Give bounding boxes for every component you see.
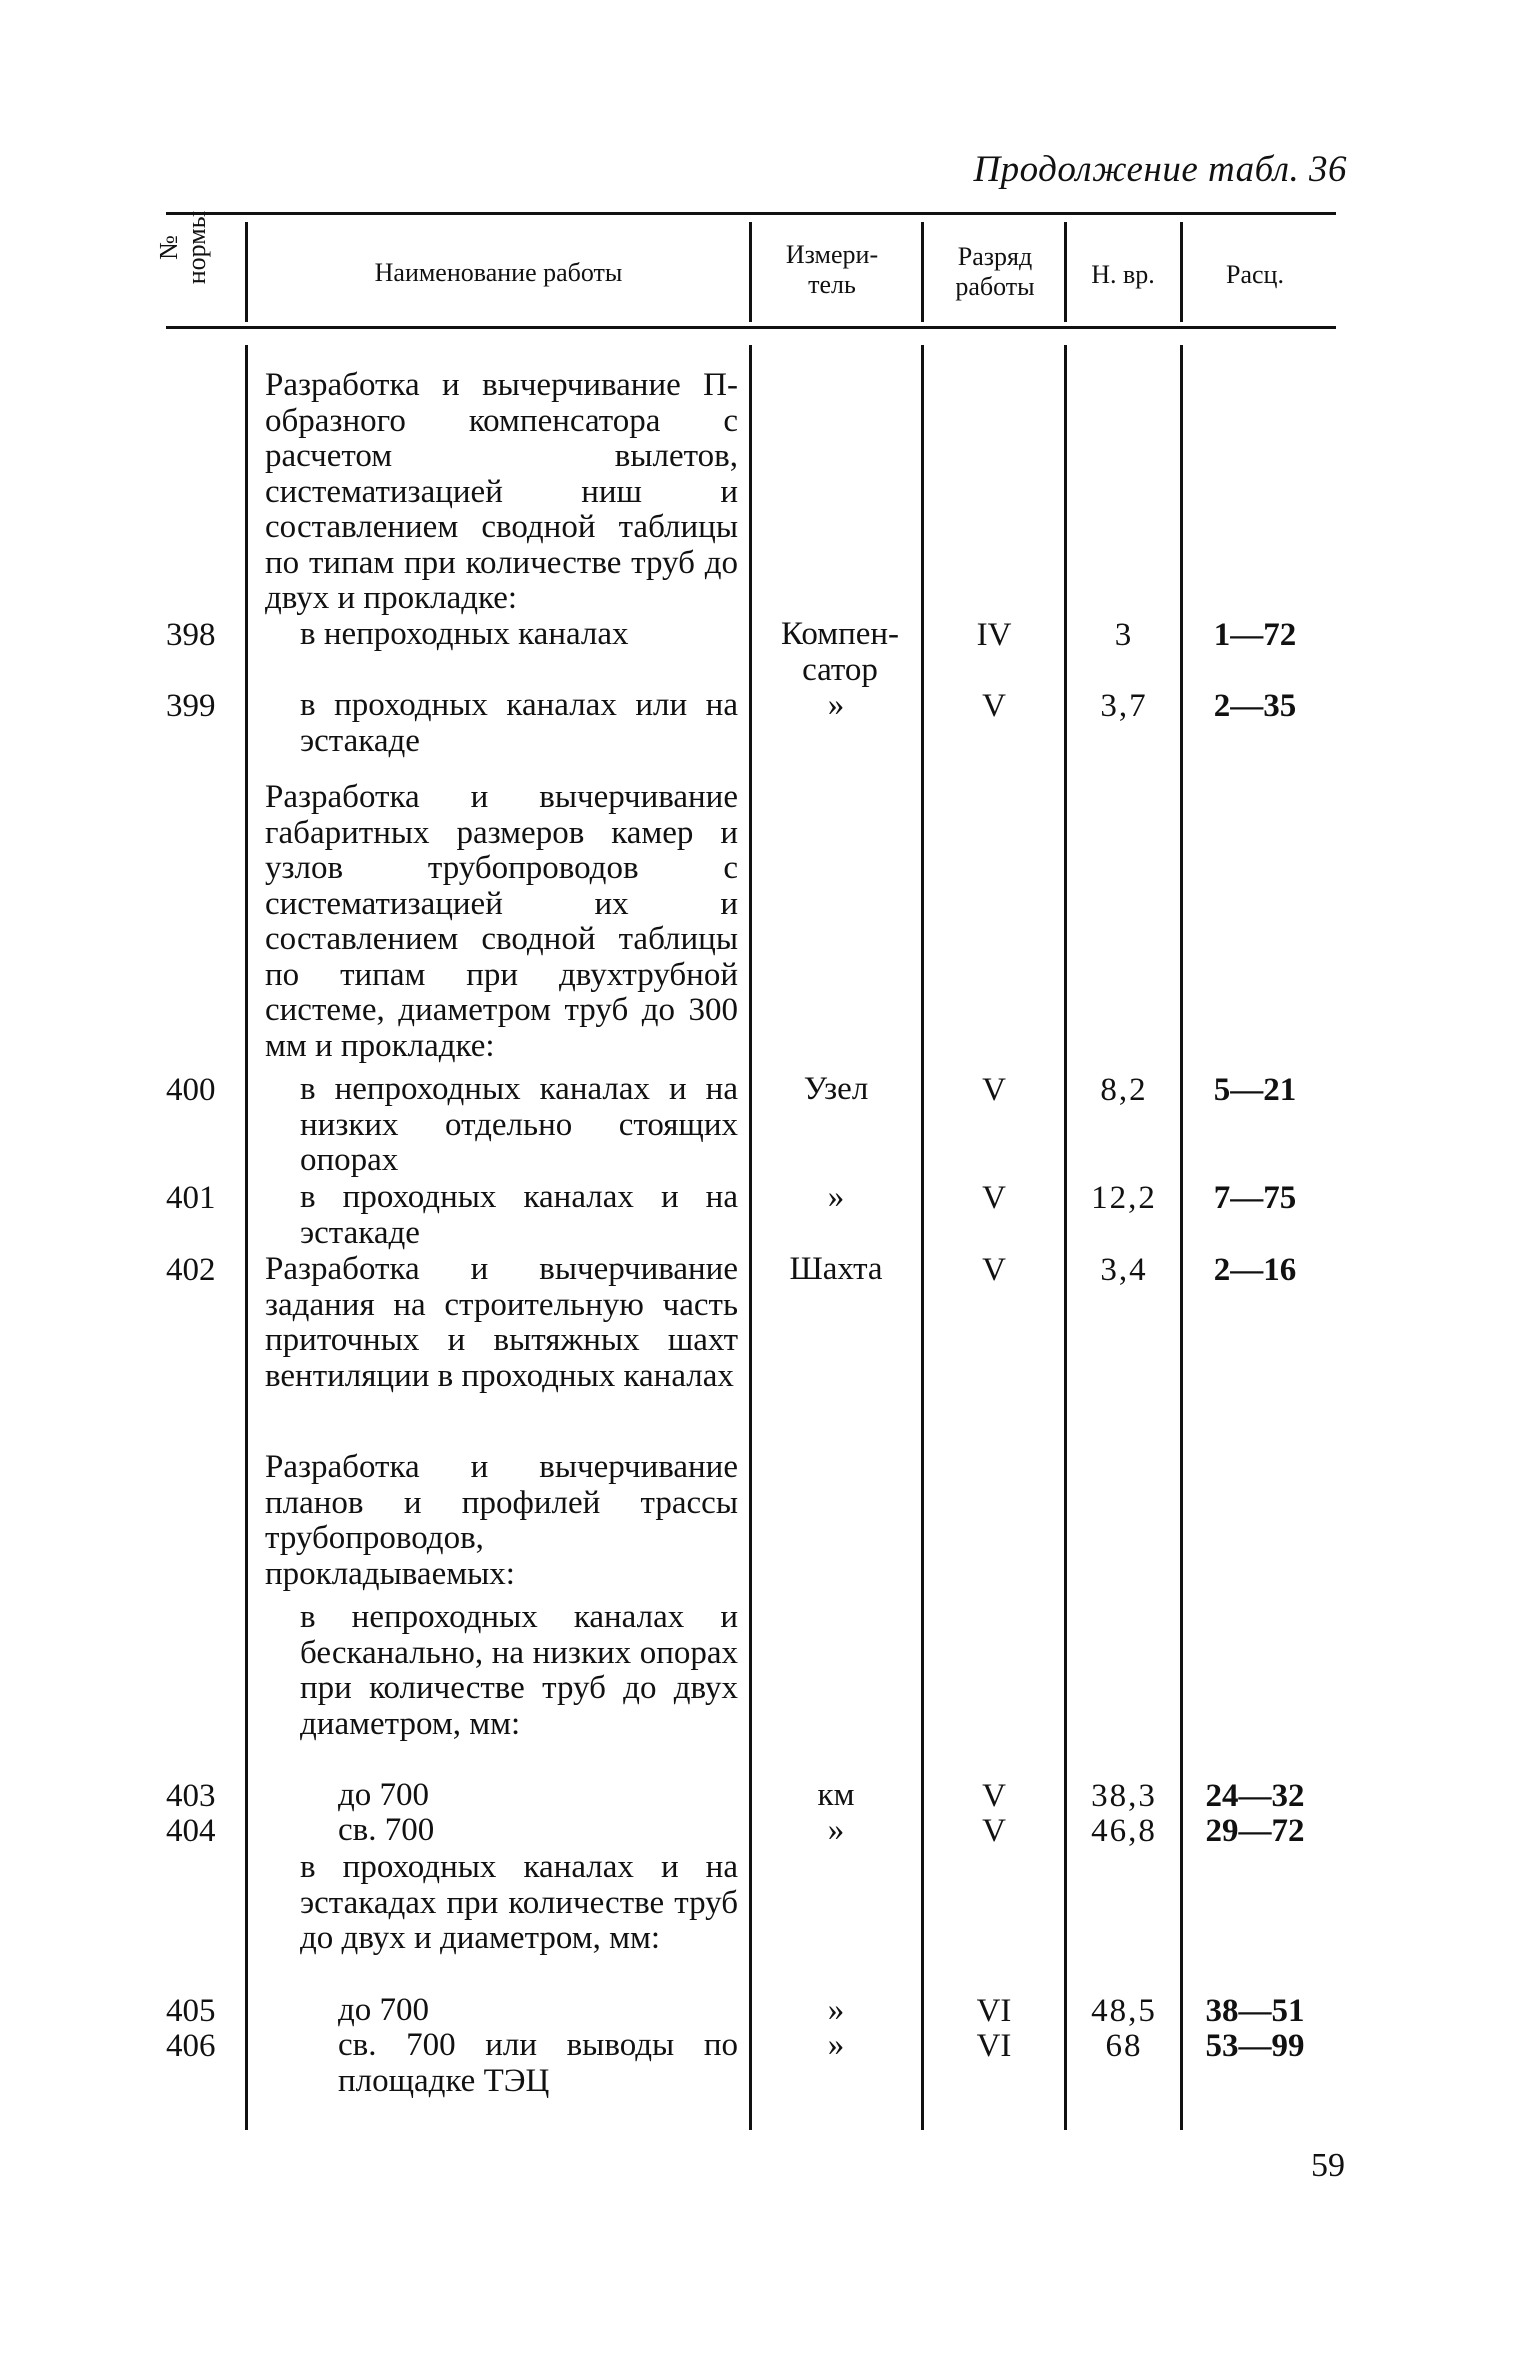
row-406-grade: VI xyxy=(976,2028,1012,2064)
row-400-rate: 5—21 xyxy=(1213,1072,1297,1108)
row-404-grade: V xyxy=(982,1813,1006,1849)
row-405-num: 405 xyxy=(166,1993,216,2029)
row-403-unit: км xyxy=(817,1777,855,1813)
row-401-rate: 7—75 xyxy=(1213,1180,1297,1216)
row-401-num: 401 xyxy=(166,1180,216,1216)
row-405-name: до 700 xyxy=(338,1992,430,2028)
row-401-grade: V xyxy=(982,1180,1006,1216)
row-398-grade: IV xyxy=(976,617,1012,653)
row-398-rate: 1—72 xyxy=(1213,617,1297,653)
row-400-unit: Узел xyxy=(803,1071,869,1107)
row-398-norm: 3 xyxy=(1114,617,1134,653)
row-398-name: в непроходных каналах xyxy=(300,616,629,652)
row-406-num: 406 xyxy=(166,2028,216,2064)
row-400-grade: V xyxy=(982,1072,1006,1108)
col-divider-2-body xyxy=(749,345,752,2130)
row-406-norm: 68 xyxy=(1105,2028,1143,2064)
row-404-name: св. 700 xyxy=(338,1812,435,1848)
row-401-norm: 12,2 xyxy=(1091,1180,1157,1216)
section-intro-2: Разработка и вычерчивание габаритных размеров камер и узлов трубопроводов с систематизацией их и составлением сводной таблицы по типам при двухтрубной системе, диаметром труб до 300 мм и прокладке: xyxy=(265,779,738,1064)
section-intro-3: Разработка и вычерчивание планов и профилей трассы трубопроводов, прокладываемых: xyxy=(265,1449,738,1592)
subsection-intro-4: в непроходных каналах и бесканально, на низких опорах при количестве труб до двух диаметром, мм: xyxy=(300,1599,738,1742)
table-caption: Продолжение табл. 36 xyxy=(973,149,1347,190)
col-divider-3 xyxy=(921,222,924,322)
row-405-norm: 48,5 xyxy=(1091,1993,1157,2029)
header-norm: Н. вр. xyxy=(1091,260,1155,289)
header-grade: Разряд работы xyxy=(955,242,1035,301)
col-divider-4-body xyxy=(1064,345,1067,2130)
row-402-unit: Шахта xyxy=(789,1251,883,1287)
row-406-unit: » xyxy=(827,2027,845,2063)
row-402-grade: V xyxy=(982,1252,1006,1288)
row-399-name: в проходных каналах или на эстакаде xyxy=(300,687,738,759)
col-divider-1-body xyxy=(245,345,248,2130)
row-404-norm: 46,8 xyxy=(1091,1813,1157,1849)
row-398-unit: Компен-сатор xyxy=(780,616,900,688)
row-406-rate: 53—99 xyxy=(1205,2028,1305,2064)
row-403-grade: V xyxy=(982,1778,1006,1814)
row-406-name: св. 700 или выводы по площадке ТЭЦ xyxy=(338,2027,738,2099)
row-399-grade: V xyxy=(982,688,1006,724)
header-name: Наименование работы xyxy=(374,258,623,287)
row-401-name: в проходных каналах и на эстакаде xyxy=(300,1179,738,1251)
col-divider-1 xyxy=(245,222,248,322)
row-404-rate: 29—72 xyxy=(1205,1813,1305,1849)
col-divider-3-body xyxy=(921,345,924,2130)
col-divider-4 xyxy=(1064,222,1067,322)
row-405-unit: » xyxy=(827,1992,845,2028)
row-403-name: до 700 xyxy=(338,1777,430,1813)
col-divider-5-body xyxy=(1180,345,1183,2130)
header-top-rule xyxy=(166,212,1336,215)
row-402-norm: 3,4 xyxy=(1100,1252,1148,1288)
row-405-rate: 38—51 xyxy=(1205,1993,1305,2029)
page-number: 59 xyxy=(1311,2147,1345,2184)
header-rate: Расц. xyxy=(1226,260,1284,289)
row-400-num: 400 xyxy=(166,1072,216,1108)
row-402-name: Разработка и вычерчивание задания на строительную часть приточных и вытяжных шахт вентиляции в проходных каналах xyxy=(265,1251,738,1394)
row-404-unit: » xyxy=(827,1812,845,1848)
row-402-num: 402 xyxy=(166,1252,216,1288)
section-intro-1: Разработка и вычерчивание П-образного компенсатора с расчетом вылетов, систематизацией ниш и составлением сводной таблицы по типам при количестве труб до двух и прокладке: xyxy=(265,367,738,616)
row-403-num: 403 xyxy=(166,1778,216,1814)
row-399-norm: 3,7 xyxy=(1100,688,1148,724)
row-404-num: 404 xyxy=(166,1813,216,1849)
row-405-grade: VI xyxy=(976,1993,1012,2029)
col-divider-5 xyxy=(1180,222,1183,322)
col-divider-2 xyxy=(749,222,752,322)
row-400-norm: 8,2 xyxy=(1100,1072,1148,1108)
row-399-unit: » xyxy=(827,687,845,723)
header-unit: Измери-тель xyxy=(785,240,879,299)
row-400-name: в непроходных каналах и на низких отдельно стоящих опорах xyxy=(300,1071,738,1178)
subsection-intro-5: в проходных каналах и на эстакадах при количестве труб до двух и диаметром, мм: xyxy=(300,1849,738,1956)
row-401-unit: » xyxy=(827,1179,845,1215)
row-399-num: 399 xyxy=(166,688,216,724)
row-398-num: 398 xyxy=(166,617,216,653)
row-402-rate: 2—16 xyxy=(1213,1252,1297,1288)
row-403-norm: 38,3 xyxy=(1091,1778,1157,1814)
row-403-rate: 24—32 xyxy=(1205,1778,1305,1814)
header-bottom-rule xyxy=(166,326,1336,329)
header-num: № нормы xyxy=(154,210,211,285)
row-399-rate: 2—35 xyxy=(1213,688,1297,724)
